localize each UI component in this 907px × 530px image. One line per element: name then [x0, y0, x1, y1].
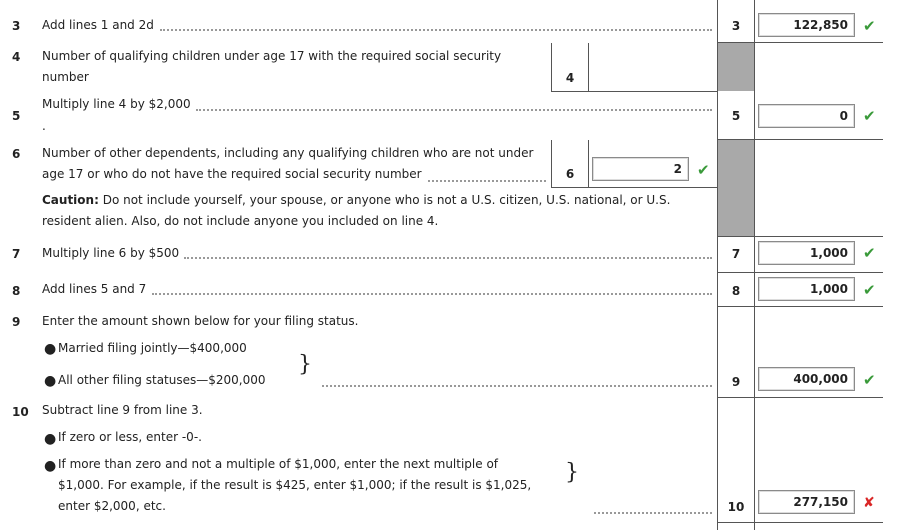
line-5-trailing-period: .: [42, 119, 46, 133]
check-icon: ✔: [863, 281, 876, 299]
right-column-mid-border: [754, 0, 755, 530]
line-4-box-right: [588, 43, 589, 91]
leader-dots: [428, 168, 546, 182]
check-icon: ✔: [863, 107, 876, 125]
line-6-box-right: [588, 140, 589, 187]
line-number-10: 10: [12, 405, 29, 419]
line-8-label: Add lines 5 and 7: [42, 282, 147, 296]
row-separator: [717, 397, 883, 398]
line-number-8: 8: [12, 284, 21, 298]
check-icon: ✔: [863, 244, 876, 262]
line-number-9: 9: [12, 315, 21, 329]
line-3-amount-input[interactable]: [758, 13, 855, 37]
line-10-bullet-2b: $1,000. For example, if the result is $425, enter $1,000; if the result is $1,025,: [58, 478, 532, 492]
row-separator: [717, 236, 883, 237]
line-9-amount-input[interactable]: [758, 367, 855, 391]
line-10-bullet-2a: If more than zero and not a multiple of $1,000, enter the next multiple of: [58, 457, 499, 471]
bullet-dot: ●: [44, 458, 57, 474]
check-icon: ✔: [863, 17, 876, 35]
line-6-label-2: age 17 or who do not have the required social security number: [42, 167, 422, 181]
right-brace-icon: }: [565, 460, 579, 485]
x-icon: ✘: [863, 495, 875, 511]
line-6-box-bottom: [551, 187, 717, 188]
bullet-dot: ●: [44, 341, 57, 357]
line-6-caution-1: [42, 190, 670, 211]
leader-dots: [184, 245, 712, 259]
bullet-dot: ●: [44, 431, 57, 447]
line-6-amount-input[interactable]: [592, 157, 689, 181]
line-5-amount-input[interactable]: [758, 104, 855, 128]
line-6-caution-2: resident alien. Also, do not include anyone you included on line 4.: [42, 214, 439, 228]
line-5-label: Multiply line 4 by $2,000: [42, 97, 191, 111]
box-number-9: 9: [731, 375, 741, 389]
line-9-bullet-2: All other filing statuses—$200,000: [58, 373, 266, 387]
check-icon: ✔: [697, 161, 710, 179]
line-7-amount-input[interactable]: [758, 241, 855, 265]
shaded-cell-line4: [718, 43, 754, 91]
caution-text: Do not include yourself, your spouse, or anyone who is not a U.S. citizen, U.S. national, or U.S.: [98, 193, 671, 207]
shaded-cell-line6: [718, 140, 754, 236]
right-brace-icon: }: [298, 352, 312, 377]
line-number-4: 4: [12, 50, 21, 64]
box-number-10: 10: [727, 500, 745, 514]
row-separator: [717, 272, 883, 273]
line-6-label-1: Number of other dependents, including any qualifying children who are not under: [42, 146, 534, 160]
leader-dots: [152, 281, 712, 295]
line-number-3: 3: [12, 19, 21, 33]
line-9-bullet-1: Married filing jointly—$400,000: [58, 341, 247, 355]
line-8-amount-input[interactable]: [758, 277, 855, 301]
line-4-label-1: Number of qualifying children under age 17 with the required social security: [42, 49, 502, 63]
box-number-3: 3: [731, 19, 741, 33]
row-separator: [717, 306, 883, 307]
bullet-dot: ●: [44, 373, 57, 389]
line-10-label: Subtract line 9 from line 3.: [42, 403, 203, 417]
line-9-label: Enter the amount shown below for your filing status.: [42, 314, 359, 328]
box-number-6: 6: [565, 167, 575, 181]
line-4-amount-input[interactable]: [592, 62, 702, 86]
line-number-7: 7: [12, 247, 21, 261]
line-7-label: Multiply line 6 by $500: [42, 246, 180, 260]
leader-dots: [160, 17, 712, 31]
check-icon: ✔: [863, 371, 876, 389]
leader-dots: [322, 373, 712, 387]
line-10-bullet-1: If zero or less, enter -0-.: [58, 430, 202, 444]
line-10-bullet-2c: enter $2,000, etc.: [58, 499, 166, 513]
line-number-5: 5: [12, 109, 21, 123]
caution-label: Caution:: [42, 193, 99, 207]
leader-dots: [594, 500, 712, 514]
box-number-4: 4: [565, 71, 575, 85]
line-number-6: 6: [12, 147, 21, 161]
box-number-5: 5: [731, 109, 741, 123]
box-number-7: 7: [731, 247, 741, 261]
line-3-label: Add lines 1 and 2d: [42, 18, 154, 32]
leader-dots: [196, 97, 712, 111]
line-4-label-2: number: [42, 70, 89, 84]
line-10-amount-input[interactable]: [758, 490, 855, 514]
line-4-box-bottom: [551, 91, 717, 92]
row-separator: [717, 522, 883, 523]
box-number-8: 8: [731, 284, 741, 298]
